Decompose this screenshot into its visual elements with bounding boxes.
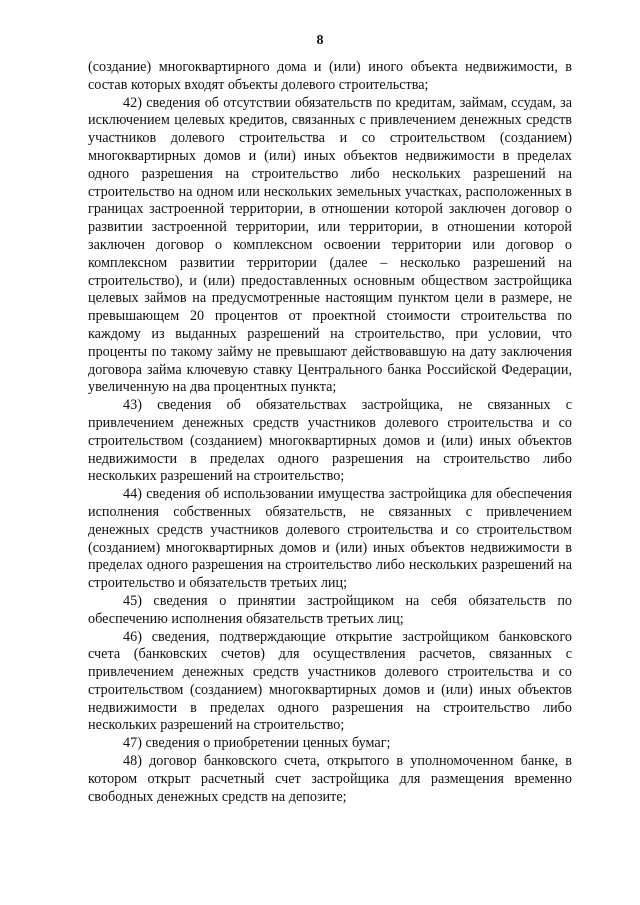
document-body: [88, 59, 572, 806]
paragraph-continuation: (создание) многоквартирного дома и (или) иного объекта недвижимости, в состав которых входят объекты долевого строительства;: [88, 59, 572, 93]
paragraph-item-47: 47) сведения о приобретении ценных бумаг;: [123, 735, 391, 752]
paragraph-item-42: 42) сведения об отсутствии обязательств по кредитам, займам, ссудам, за исключением целевых кредитов, связанных с привлечением денежных средств участников долевого строительства и со строительством (созданием) многоквартирных домов и (или) иных объектов недвижимости в пределах одного разрешения на строительство либо нескольких разрешений на строительство на одном или нескольких земельных участках, расположенных в границах застроенной территории, в отношении которой заключен договор о развитии застроенной территории, или территории, в отношении которой заключен договор о комплексном освоении территории или договор о комплексном развитии территории (далее – несколько разрешений на строительство), и (или) предоставленных основным обществом застройщика целевых займов на предусмотренные настоящим пунктом цели в размере, не превышающем 20 процентов от проектной стоимости строительства по каждому из выданных разрешений на строительство, при условии, что проценты по такому займу не превышают действовавшую на дату заключения договора займа ключевую ставку Центрального банка Российской Федерации, увеличенную на два процентных пункта;: [88, 94, 572, 396]
page-number: 8: [316, 33, 324, 48]
paragraph-item-46: 46) сведения, подтверждающие открытие застройщиком банковского счета (банковских счетов) для осуществления расчетов, связанных с привлечением денежных средств участников долевого строительства и со строительством (созданием) многоквартирных домов и (или) иных объектов недвижимости в пределах одного разрешения на строительство либо нескольких разрешений на строительство;: [88, 628, 572, 734]
paragraph-item-43: 43) сведения об обязательствах застройщика, не связанных с привлечением денежных средств участников долевого строительства и со строительством (созданием) многоквартирных домов и (или) иных объектов недвижимости в пределах одного разрешения на строительство либо нескольких разрешений на строительство;: [88, 397, 572, 485]
paragraph-item-45: 45) сведения о принятии застройщиком на себя обязательств по обеспечению исполнения обязательств третьих лиц;: [88, 592, 572, 627]
paragraph-item-44: 44) сведения об использовании имущества застройщика для обеспечения исполнения собственных обязательств, не связанных с привлечением денежных средств участников долевого строительства и со строительством (созданием) многоквартирных домов и (или) иных объектов недвижимости в пределах одного разрешения на строительство либо нескольких разрешений на строительство и обязательств третьих лиц;: [88, 486, 572, 592]
paragraph-item-48: 48) договор банковского счета, открытого в уполномоченном банке, в котором открыт расчетный счет застройщика для размещения временно свободных денежных средств на депозите;: [88, 753, 572, 805]
